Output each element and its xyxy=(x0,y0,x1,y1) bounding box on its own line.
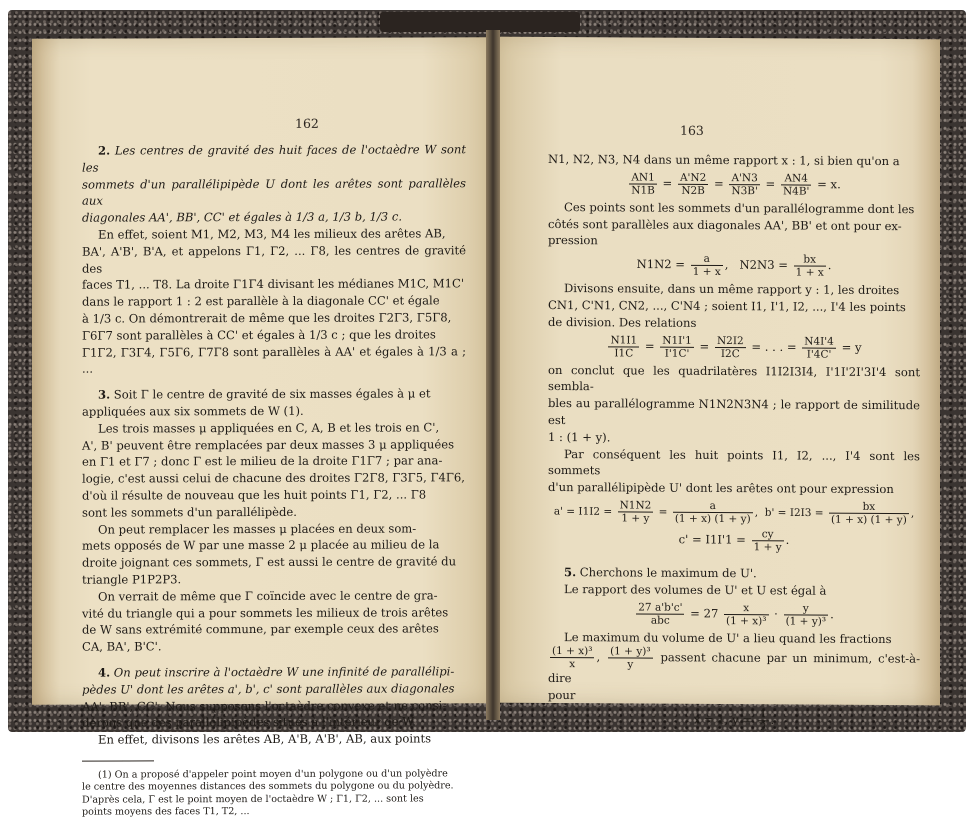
text-line: N1, N2, N3, N4 dans un même rapport x : 1, si bien qu'on a xyxy=(548,151,900,169)
text-line: droite joignant ces sommets, Γ est aussi le centre de gravité du xyxy=(82,554,457,570)
text-line: faces T1, ... T8. La droite Γ1Γ4 divisant les médianes M1C, M1C' xyxy=(82,276,465,293)
equation: a' = I1I2 = $\frac{N1N2}{1 + y}$ = $\frac{a}{(1 + x) (1 + y)}$ , b' = I2I3 = $\frac{bx}{(1 + x) (1 + y)}$ , xyxy=(553,499,915,527)
text-line: CN1, C'N1, CN2, ..., C'N4 ; soient I1, I'1, I2, ..., I'4 les points xyxy=(548,297,906,315)
footnote-line: (1) On a proposé d'appeler point moyen d'un polygone ou d'un polyèdre xyxy=(98,768,448,781)
text-line: bles au parallélogramme N1N2N3N4 ; le rapport de similitude est xyxy=(548,396,920,428)
footnote xyxy=(82,768,466,819)
text-line: vité du triangle qui a pour sommets les milieux de trois arêtes xyxy=(82,604,449,621)
section-3: 3. Soit Γ le centre de gravité de six masses égales à μ et xyxy=(98,386,431,402)
text-line: Le rapport des volumes de U' et U est égal à xyxy=(564,581,827,598)
page-number: 163 xyxy=(680,122,704,138)
right-page xyxy=(494,37,940,734)
section-5: 5. Cherchons le maximum de U'. xyxy=(564,565,757,581)
text-line: en Γ1 et Γ7 ; donc Γ est le milieu de la droite Γ1Γ7 ; par ana- xyxy=(82,453,443,469)
text-line: appliquées aux six sommets de W (1). xyxy=(82,403,304,419)
text-line: On peut remplacer les masses μ placées en deux som- xyxy=(98,520,417,537)
text-line: CA, BA', B'C'. xyxy=(82,639,162,654)
footnote-line: points moyens des faces T1, T2, ... xyxy=(82,806,250,818)
text-line: Le maximum du volume de U' a lieu quand les fractions xyxy=(564,629,892,646)
text-line: logie, c'est aussi celui de chacune des droites Γ2Γ8, Γ3Γ5, Γ4Γ6, xyxy=(82,470,465,486)
text-line: de W sans extrémité commune, par exemple ceux des arêtes xyxy=(82,621,439,637)
text-line: Ces points sont les sommets d'un parallélogramme dont les xyxy=(564,199,915,217)
text-line: Divisons ensuite, dans un même rapport y : 1, les droites xyxy=(564,281,900,298)
text-line: Γ1Γ2, Γ3Γ4, Γ5Γ6, Γ7Γ8 sont parallèles à AA' et égales à 1/3 a ; ... xyxy=(82,343,466,376)
text-line: diagonales AA', BB', CC' et égales à 1/3 a, 1/3 b, 1/3 c. xyxy=(82,209,403,225)
text-line: AA', BB', CC'. Nous supposons l'octaèdre convexe et ne consi- xyxy=(82,697,447,714)
text-line: côtés sont parallèles aux diagonales AA', BB' et ont pour ex- xyxy=(548,216,902,233)
page-number: 162 xyxy=(295,115,319,131)
text-line: $\frac{\text{(1 + x)³}}{x}$ , $\frac{\text{(1 + y)³}}{y}$ passent chacune par un minimum, c'est-à-dire xyxy=(548,645,920,686)
equation: $\frac{27 a'b'c'}{\text{abc}}$ = 27 $\frac{x}{\text{(1 + x)³}}$ · $\frac{y}{\text{(1 + y)³}}$ . xyxy=(638,601,834,628)
text-line: pour xyxy=(548,688,576,703)
equation: N1N2 = $\frac{a}{1 + x}$ , N2N3 = $\frac{bx}{1 + x}$ . xyxy=(636,253,832,279)
text-line: On verrait de même que Γ coïncide avec le centre de gra- xyxy=(98,588,438,604)
footnote-line: le centre des moyennes distances des sommets du polygone ou du polyèdre. xyxy=(82,780,454,793)
footnote-rule xyxy=(82,760,154,761)
text-line: de division. Des relations xyxy=(548,314,697,330)
text-line: 1 : (1 + y). xyxy=(548,429,611,445)
text-line: Les trois masses μ appliquées en C, A, B et les trois en C', xyxy=(98,420,440,436)
equation: $\frac{N1I1}{I1C}$ = $\frac{N1I'1}{I'1C'}$ = $\frac{N2I2}{I2C}$ = . . . = $\frac{N4I'4}{I'4C'}$ = y xyxy=(610,333,862,361)
text-line: Γ6Γ7 sont parallèles à CC' et égales à 1/3 c ; que les droites xyxy=(82,327,436,343)
text-line: A', B' peuvent être remplacées par deux masses 3 μ appliquées xyxy=(82,436,455,453)
text-line: mets opposés de W par une masse 2 μ placée au milieu de la xyxy=(82,537,440,553)
left-page xyxy=(32,37,491,818)
text-line: d'où il résulte de nouveau que les huit points Γ1, Γ2, ... Γ8 xyxy=(82,487,427,503)
text-line: pression xyxy=(548,233,598,248)
text-line: dans le rapport 1 : 2 est parallèle à la diagonale CC' et égale xyxy=(82,293,440,309)
text-line: dérons que des parallélipipèdes situés à l'intérieur de W. xyxy=(82,714,416,730)
book-spine xyxy=(380,12,580,32)
text-line: En effet, divisons les arêtes AB, A'B, A'B', AB, aux points xyxy=(98,731,432,747)
book-gutter xyxy=(486,30,500,720)
text-line: pèdes U' dont les arêtes a', b', c' sont parallèles aux diagonales xyxy=(82,681,455,697)
section-4: 4. On peut inscrire à l'octaèdre W une infinité de parallélipi- xyxy=(98,664,455,680)
equation: $\frac{AN1}{N1B}$ = $\frac{A'N2}{N2B}$ = $\frac{A'N3}{N3B'}$ = $\frac{AN4}{N4B'}$ = x. xyxy=(631,171,841,198)
right-page-body xyxy=(548,151,920,737)
text-line: En effet, soient M1, M2, M3, M4 les milieux des arêtes AB, xyxy=(98,226,446,242)
text-line: d'un parallélipipède U' dont les arêtes ont pour expression xyxy=(548,480,894,497)
footnote-line: D'après cela, Γ est le point moyen de l'octaèdre W ; Γ1, Γ2, ... sont les xyxy=(82,793,424,806)
equation: c' = I1I'1 = $\frac{cy}{1 + y}$ . xyxy=(678,528,790,554)
section-2-statement: 2. Les centres de gravité des huit faces de l'octaèdre W sont les xyxy=(82,142,466,175)
text-line: sommets d'un parallélipipède U dont les arêtes sont parallèles aux xyxy=(82,175,466,209)
text-line: triangle P1P2P3. xyxy=(82,572,182,587)
text-line: sont les sommets d'un parallélipède. xyxy=(82,504,297,520)
left-page-body xyxy=(82,141,466,819)
text-line: à 1/3 c. On démontrerait de même que les droites Γ2Γ3, Γ5Γ8, xyxy=(82,310,452,326)
text-line: BA', A'B', B'A, et appelons Γ1, Γ2, ... Γ8, les centres de gravité des xyxy=(82,243,466,276)
text-line: on conclut que les quadrilatères I1I2I3I4, I'1I'2I'3I'4 sont sembla- xyxy=(548,362,920,394)
text-line: Par conséquent les huit points I1, I2, ..., I'4 sont les sommets xyxy=(548,446,920,478)
equation: x = 1, y = $\frac{1}{2}$ . xyxy=(693,708,775,734)
